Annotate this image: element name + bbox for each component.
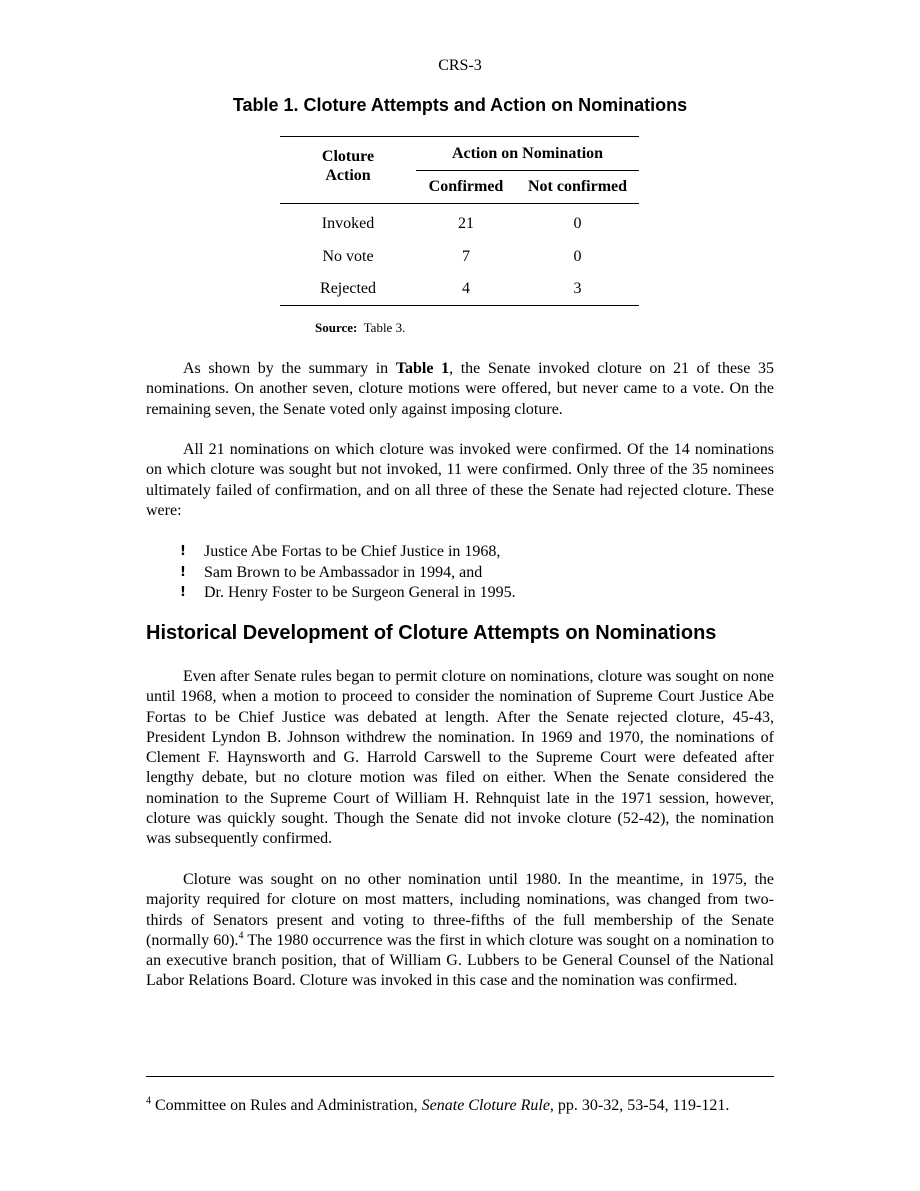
bullet-marker: ! <box>180 585 186 600</box>
paragraph-summary <box>146 359 774 420</box>
row-confirmed: 21 <box>458 214 474 232</box>
bullet-marker: ! <box>180 544 186 559</box>
row-confirmed: 4 <box>462 280 470 297</box>
row-action: Invoked <box>321 214 375 232</box>
page-number: CRS-3 <box>438 57 482 74</box>
section-heading: Historical Development of Cloture Attempts on Nominations <box>146 622 717 644</box>
list-item-text: Sam Brown to be Ambassador in 1994, and <box>204 563 483 581</box>
history-paragraphs <box>146 667 774 992</box>
row-action: Rejected <box>320 280 376 297</box>
bullet-marker: ! <box>180 564 186 580</box>
col-header-cloture-action <box>280 137 416 204</box>
table-row <box>280 273 639 306</box>
col-header-action-on-nomination: Action on Nomination <box>416 137 639 171</box>
col-header-not-confirmed: Not confirmed <box>527 178 628 195</box>
table-row <box>280 241 639 273</box>
paragraph-text: , the Senate invoked cloture on 21 of these 35 nominations. On another seven, cloture motions were offered, but never came to a vote. On the remaining seven, the Senate voted only against imposing cloture. <box>146 360 774 418</box>
col-header-cloture-action-label: Cloture Action <box>321 148 375 184</box>
table-reference: Table 1 <box>395 360 450 377</box>
list-item-text: Justice Abe Fortas to be Chief Justice in 1968, <box>204 543 501 560</box>
list-item-text: Dr. Henry Foster to be Surgeon General in 1995. <box>204 584 516 601</box>
row-not-confirmed: 3 <box>573 280 582 297</box>
source-label: Source: <box>315 320 358 335</box>
list-item <box>180 542 516 563</box>
footnote-divider <box>146 1076 774 1077</box>
footnote-text: Committee on Rules and Administration, <box>151 1097 422 1114</box>
nominee-list <box>180 542 516 604</box>
paragraph-confirmation: All 21 nominations on which cloture was invoked were confirmed. Of the 14 nominations on which cloture was sought but not invoked, 11 were confirmed. Only three of the 35 nominees ultimately failed of confirmation, and on all three of these the Senate had rejected cloture. These were: <box>146 441 774 520</box>
row-confirmed: 7 <box>462 248 470 265</box>
summary-paragraphs <box>146 359 774 521</box>
paragraph-text: Cloture was sought on no other nomination until 1980. In the meantime, in 1975, the majority required for cloture on most matters, including nominations, was changed from two-thirds of Senators present and voting to three-fifths of the full membership of the Senate (normally 60). <box>146 870 774 949</box>
footnote-text: , pp. 30-32, 53-54, 119-121. <box>549 1097 730 1114</box>
list-item <box>180 583 516 604</box>
table-row <box>280 204 639 242</box>
source-text: Table 3. <box>363 320 406 335</box>
paragraph-history-1968: Even after Senate rules began to permit cloture on nominations, cloture was sought on none until 1968, when a motion to proceed to consider the nomination of Supreme Court Justice Abe Fortas to be Chief Justice was debated at length. After the Senate rejected cloture, 45-43, President Lyndon B. Johnson withdrew the nomination. In 1969 and 1970, the nominations of Clement F. Haynsworth and G. Harrold Carswell to the Supreme Court were defeated after lengthy debate, but no cloture motion was filed on either. When the Senate considered the nomination to the Supreme Court of William H. Rehnquist late in the 1971 session, however, cloture was quickly sought. Though the Senate did not invoke cloture (52-42), the nomination was subsequently confirmed. <box>146 668 774 848</box>
footnote-reference: 4 <box>238 930 244 942</box>
paragraph-text: As shown by the summary in <box>183 360 396 377</box>
row-not-confirmed: 0 <box>573 248 582 265</box>
list-item <box>180 563 516 584</box>
row-action: No vote <box>322 248 374 265</box>
col-header-confirmed: Confirmed <box>428 178 504 195</box>
footnote <box>146 1097 729 1115</box>
table-source <box>315 320 405 336</box>
paragraph-text: The 1980 occurrence was the first in which cloture was sought on a nomination to an executive branch position, that of William G. Lubbers to be General Counsel of the National Labor Relations Board. Cloture was invoked in this case and the nomination was confirmed. <box>146 931 775 990</box>
row-not-confirmed: 0 <box>573 214 582 232</box>
footnote-number: 4 <box>146 1095 151 1107</box>
paragraph-history-1980 <box>146 870 774 992</box>
table-title: Table 1. Cloture Attempts and Action on Nominations <box>232 95 688 115</box>
cloture-table <box>280 136 639 306</box>
footnote-title: Senate Cloture Rule <box>421 1097 550 1114</box>
